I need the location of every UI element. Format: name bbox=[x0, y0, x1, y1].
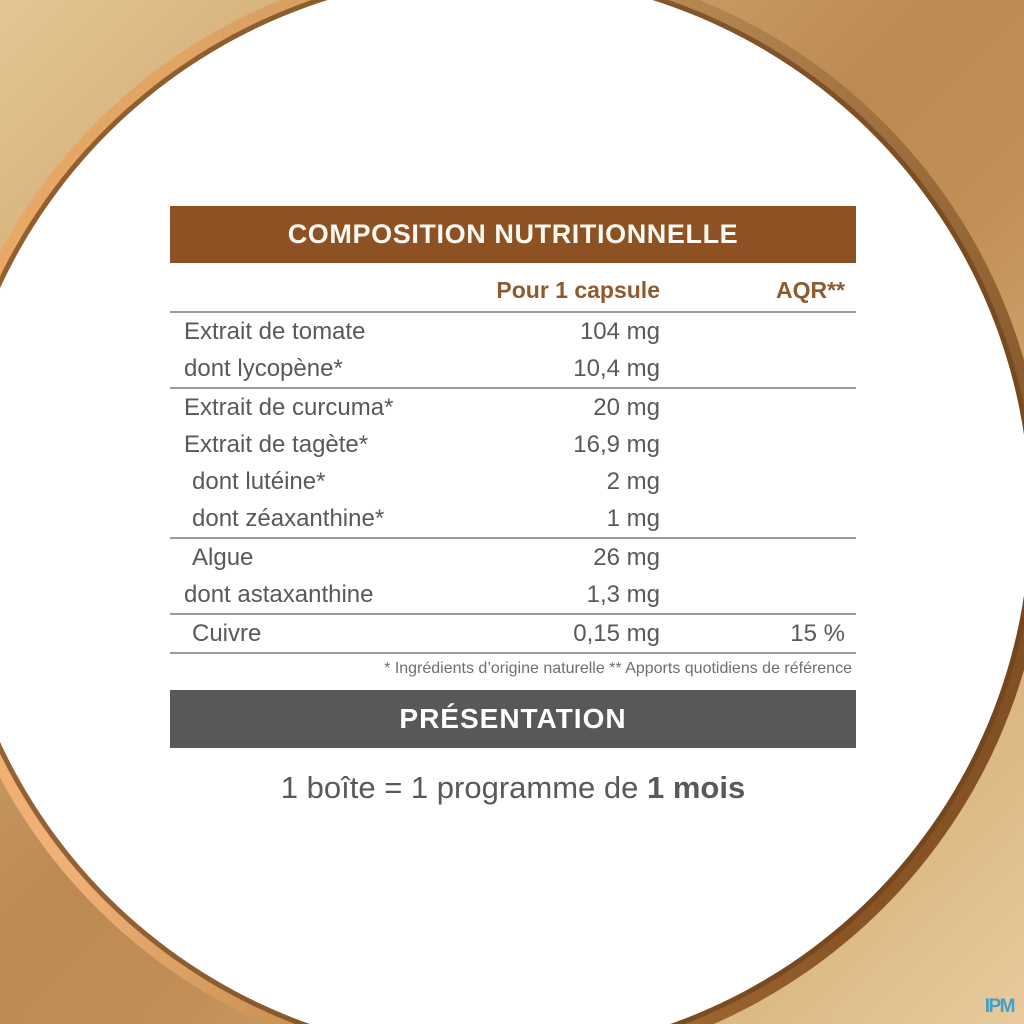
table-group bbox=[170, 615, 856, 652]
row-label: Extrait de tagète* bbox=[184, 430, 369, 458]
table-row bbox=[170, 500, 856, 537]
tagline-text: 1 boîte = 1 programme de bbox=[280, 770, 647, 805]
row-aqr: 15 % bbox=[790, 619, 845, 647]
table-group bbox=[170, 389, 856, 537]
row-value: 16,9 mg bbox=[573, 430, 660, 458]
row-value: 1 mg bbox=[606, 504, 660, 532]
table-row bbox=[170, 576, 856, 613]
table-row bbox=[170, 350, 856, 387]
row-value: 20 mg bbox=[593, 393, 660, 421]
table-row bbox=[170, 463, 856, 500]
row-value: 0,15 mg bbox=[573, 619, 660, 647]
column-header-capsule: Pour 1 capsule bbox=[496, 277, 660, 303]
composition-title: COMPOSITION NUTRITIONNELLE bbox=[287, 219, 739, 249]
ipm-logo: IPM bbox=[984, 996, 1014, 1017]
presentation-title: PRÉSENTATION bbox=[399, 703, 627, 734]
tagline-duration: 1 mois bbox=[646, 770, 746, 805]
presentation-tagline bbox=[170, 770, 856, 806]
row-label: dont astaxanthine bbox=[184, 580, 374, 608]
table-row bbox=[170, 426, 856, 463]
row-value: 10,4 mg bbox=[573, 354, 660, 382]
table-row bbox=[170, 389, 856, 426]
table-column-headers bbox=[170, 263, 856, 311]
row-value: 26 mg bbox=[593, 543, 660, 571]
table-row bbox=[170, 539, 856, 576]
table-footnote: * Ingrédients d’origine naturelle ** Apports quotidiens de référence bbox=[384, 660, 852, 677]
row-label: Extrait de tomate bbox=[184, 317, 366, 345]
table-group bbox=[170, 313, 856, 387]
row-value: 104 mg bbox=[579, 317, 660, 345]
row-label: Extrait de curcuma* bbox=[184, 393, 394, 421]
table-row bbox=[170, 313, 856, 350]
row-label: dont zéaxanthine* bbox=[192, 504, 385, 532]
row-label: dont lutéine* bbox=[192, 467, 326, 495]
row-label: Algue bbox=[192, 543, 254, 571]
row-label: Cuivre bbox=[192, 619, 262, 647]
table-group bbox=[170, 539, 856, 613]
presentation-header-bar bbox=[170, 690, 856, 748]
composition-header-bar bbox=[170, 206, 856, 263]
nutrition-rows bbox=[170, 311, 856, 654]
info-content bbox=[170, 206, 856, 806]
column-header-aqr: AQR** bbox=[775, 277, 845, 303]
row-value: 2 mg bbox=[606, 467, 660, 495]
row-value: 1,3 mg bbox=[586, 580, 660, 608]
table-row bbox=[170, 615, 856, 652]
row-label: dont lycopène* bbox=[184, 354, 343, 382]
